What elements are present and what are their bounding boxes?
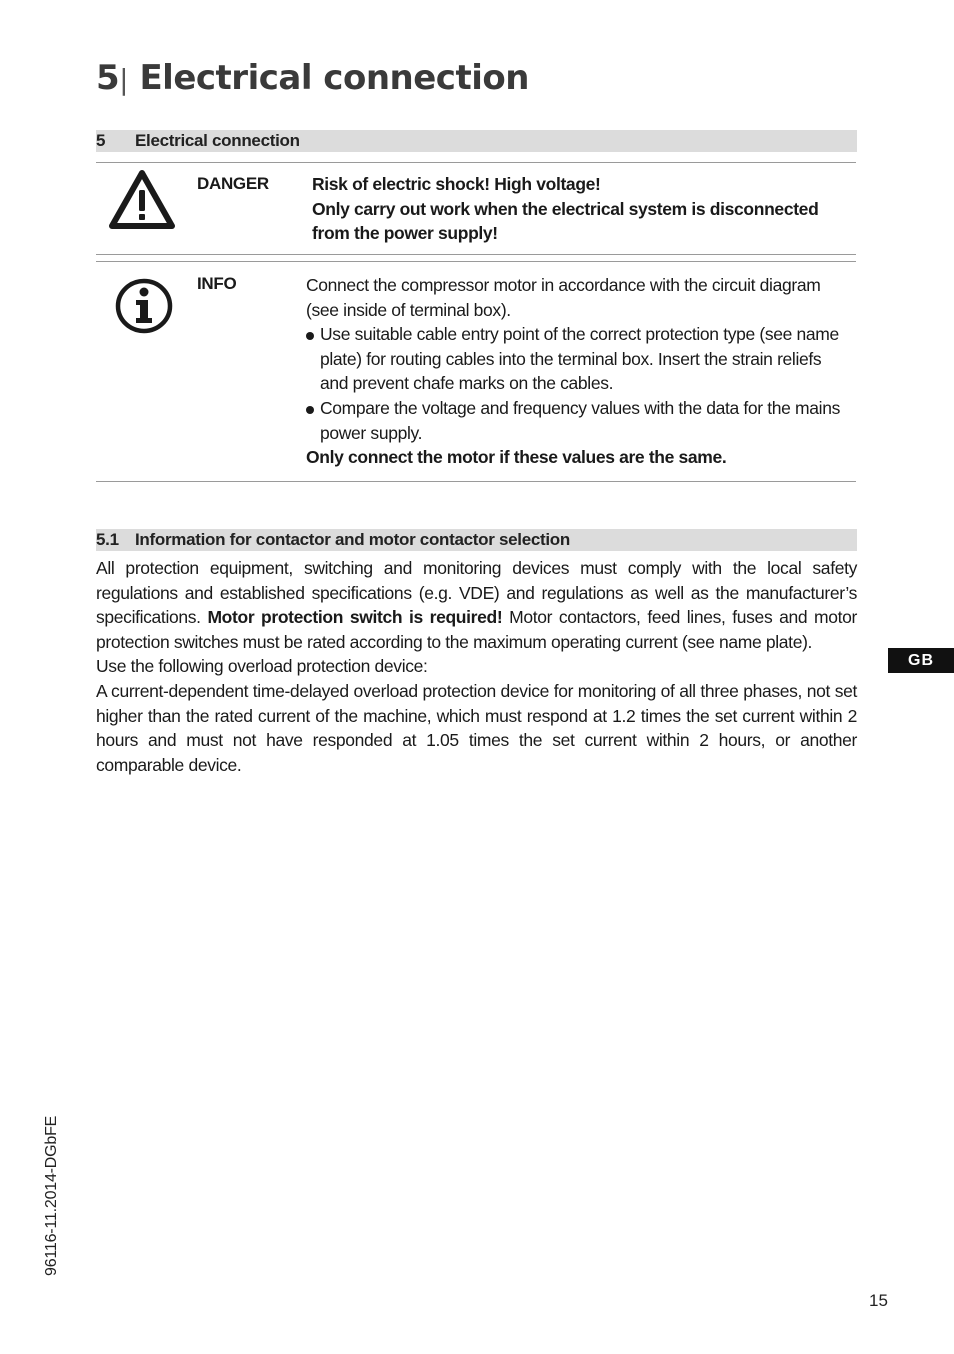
paragraph-requirements (96, 556, 857, 654)
paragraph-text: Motor contactors, feed lines, fuses and motor protection switches must be rated according to the maximum operating current (see name plate). (96, 607, 857, 652)
page-number: 15 (869, 1291, 888, 1310)
document-code: 96116-11.2014-DGbFE (43, 1115, 60, 1276)
info-circle-icon (114, 278, 174, 334)
section-title: Information for contactor and motor contactor selection (135, 530, 570, 549)
danger-label: DANGER (197, 174, 269, 193)
info-label: INFO (197, 274, 237, 293)
danger-line-2: Only carry out work when the electrical system is disconnected from the power supply! (312, 198, 819, 244)
warning-triangle-icon (108, 169, 176, 231)
chapter-separator: | (119, 63, 129, 96)
language-tab-gb: GB (888, 648, 954, 673)
section-title: Electrical connection (135, 131, 300, 150)
chapter-number: 5 (96, 58, 120, 98)
info-bullet-item (306, 396, 848, 445)
chapter-title-text: Electrical connection (139, 58, 529, 98)
paragraph-text: All protection equipment, switching and monitoring devices must comply with the local safety regulations and established specifications (e.g. VDE) and regulations as well as the manufacturer’s specifications. (96, 558, 857, 628)
danger-line-1: Risk of electric shock! High voltage! (312, 174, 601, 194)
danger-bottom-rule (96, 254, 856, 255)
danger-top-rule (96, 162, 856, 163)
section-heading-5 (96, 130, 857, 152)
bullet-dot-icon (306, 406, 314, 414)
section-heading-5-1 (96, 529, 857, 551)
info-closing: Only connect the motor if these values are the same. (306, 447, 727, 468)
chapter-title (96, 56, 529, 102)
info-bullet-text: Use suitable cable entry point of the correct protection type (see name plate) for routing cables into the terminal box. Insert the strain reliefs and prevent chafe marks on the cables. (320, 324, 839, 394)
section-number: 5 (96, 131, 106, 150)
info-bullet-item (306, 322, 848, 396)
info-bottom-rule (96, 481, 856, 482)
section-5-1-body (96, 556, 857, 777)
section-number: 5.1 (96, 530, 119, 549)
paragraph-emphasis: Motor protection switch is required! (207, 607, 503, 628)
info-intro: Connect the compressor motor in accordance with the circuit diagram (see inside of terminal box). (306, 275, 821, 320)
paragraph-overload-device: A current-dependent time-delayed overload protection device for monitoring of all three phases, not set higher than the rated current of the machine, which must respond at 1.2 times the set current within 2 hours and must not have responded at 1.05 times the set current within 2 hours, or another comparable device. (96, 680, 857, 775)
info-bullet-text: Compare the voltage and frequency values with the data for the mains power supply. (320, 397, 840, 443)
paragraph-overload-intro: Use the following overload protection device: (96, 656, 428, 677)
bullet-dot-icon (306, 332, 314, 340)
info-top-rule (96, 261, 856, 262)
info-text (306, 273, 848, 470)
danger-text (312, 172, 852, 246)
